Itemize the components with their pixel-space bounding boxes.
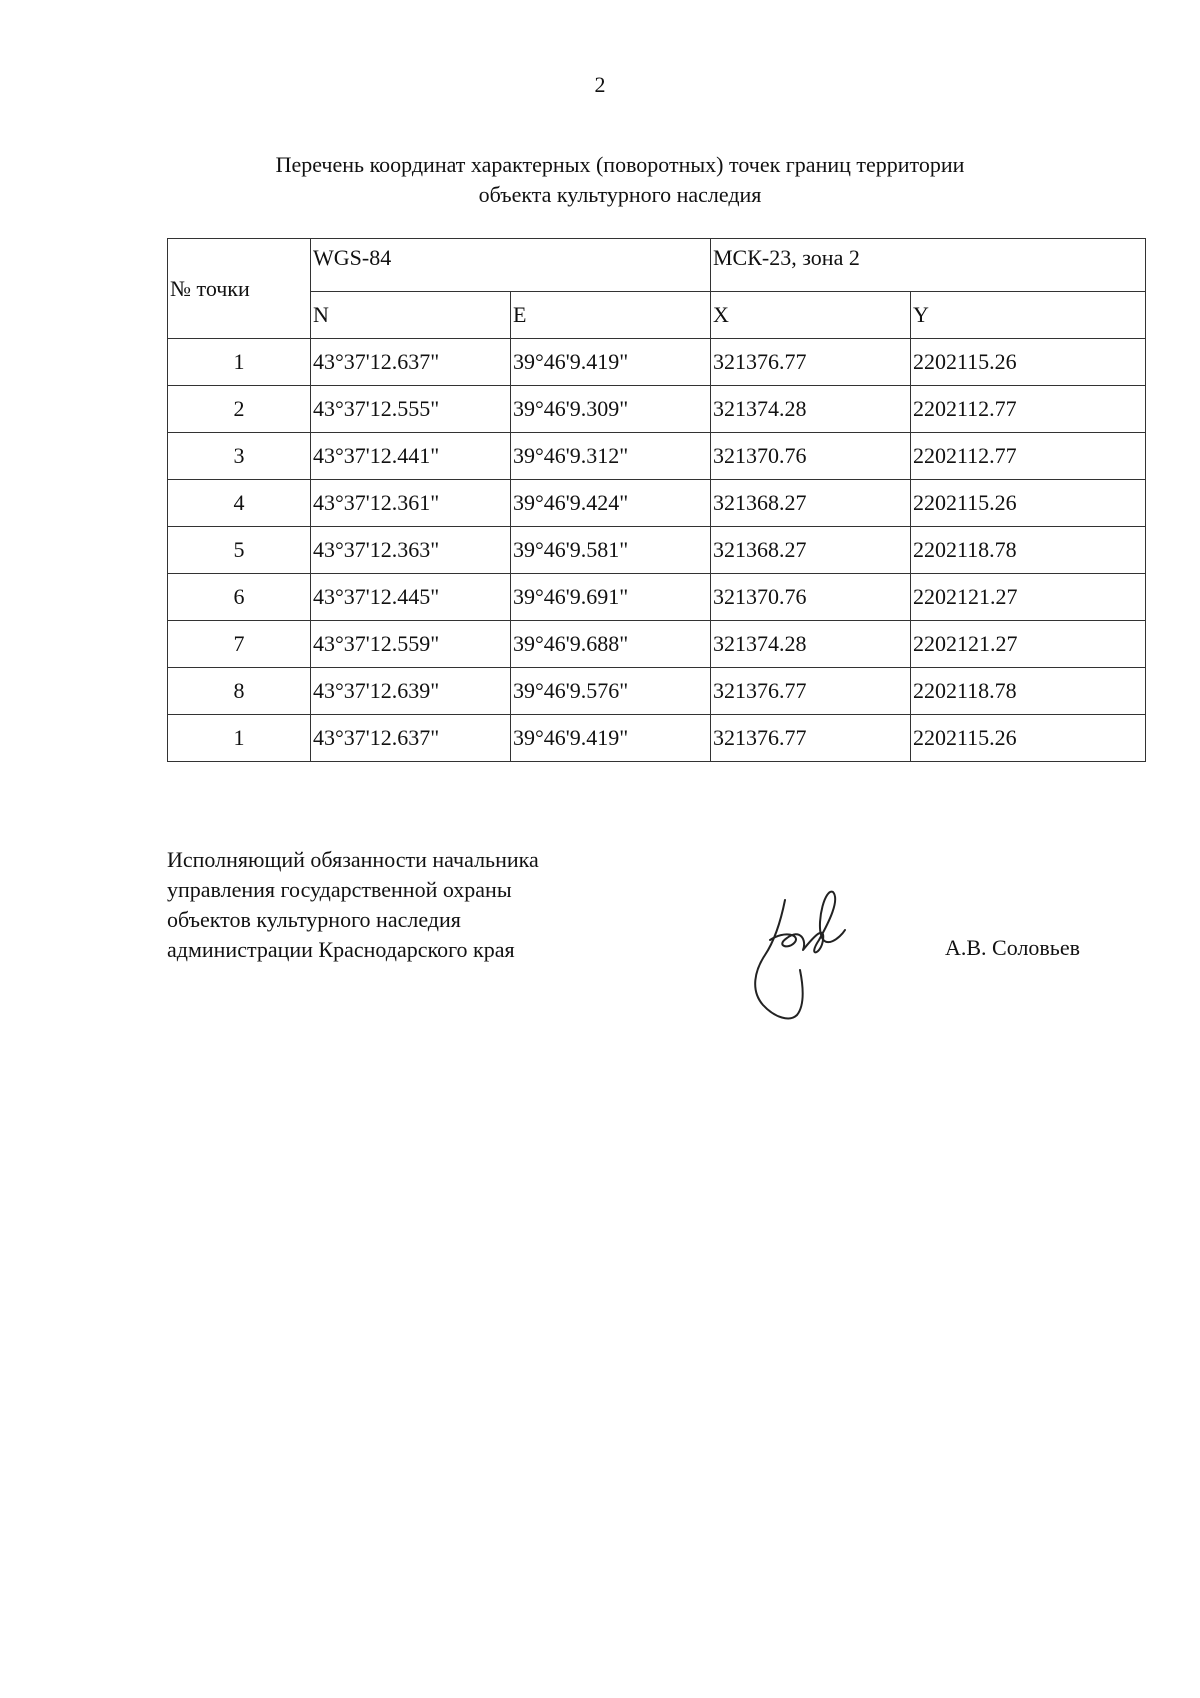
page-number: 2	[594, 72, 606, 97]
y-cell: 2202115.26	[911, 715, 1146, 762]
table-row	[168, 621, 1146, 668]
e-cell: 39°46'9.419"	[511, 715, 711, 762]
e-cell: 39°46'9.576"	[511, 668, 711, 715]
x-cell: 321370.76	[711, 433, 911, 480]
x-cell: 321368.27	[711, 527, 911, 574]
x-cell: 321376.77	[711, 668, 911, 715]
y-cell: 2202115.26	[911, 339, 1146, 386]
table-row	[168, 668, 1146, 715]
e-cell: 39°46'9.688"	[511, 621, 711, 668]
e-cell: 39°46'9.309"	[511, 386, 711, 433]
msk23-header: МСК-23, зона 2	[711, 239, 1146, 292]
n-cell: 43°37'12.555"	[311, 386, 511, 433]
y-cell: 2202112.77	[911, 433, 1146, 480]
signer-position	[167, 845, 687, 965]
x-cell: 321370.76	[711, 574, 911, 621]
point-number-header: № точки	[168, 239, 311, 339]
y-cell: 2202118.78	[911, 527, 1146, 574]
e-header: E	[511, 292, 711, 339]
point-number-cell: 3	[168, 433, 311, 480]
e-cell: 39°46'9.691"	[511, 574, 711, 621]
y-cell: 2202118.78	[911, 668, 1146, 715]
y-header: Y	[911, 292, 1146, 339]
position-line: Исполняющий обязанности начальника	[167, 847, 539, 872]
n-cell: 43°37'12.637"	[311, 715, 511, 762]
x-cell: 321374.28	[711, 621, 911, 668]
y-cell: 2202112.77	[911, 386, 1146, 433]
y-cell: 2202121.27	[911, 621, 1146, 668]
point-number-cell: 4	[168, 480, 311, 527]
e-cell: 39°46'9.419"	[511, 339, 711, 386]
point-number-cell: 2	[168, 386, 311, 433]
x-cell: 321376.77	[711, 715, 911, 762]
n-cell: 43°37'12.637"	[311, 339, 511, 386]
position-line: администрации Краснодарского края	[167, 937, 515, 962]
e-cell: 39°46'9.581"	[511, 527, 711, 574]
point-number-cell: 1	[168, 715, 311, 762]
point-number-cell: 7	[168, 621, 311, 668]
table-row	[168, 715, 1146, 762]
x-cell: 321374.28	[711, 386, 911, 433]
title-line-2: объекта культурного наследия	[478, 182, 762, 207]
table-subheader-row	[168, 292, 1146, 339]
x-cell: 321376.77	[711, 339, 911, 386]
position-line: объектов культурного наследия	[167, 907, 461, 932]
n-cell: 43°37'12.441"	[311, 433, 511, 480]
e-cell: 39°46'9.312"	[511, 433, 711, 480]
y-cell: 2202121.27	[911, 574, 1146, 621]
e-cell: 39°46'9.424"	[511, 480, 711, 527]
position-line: управления государственной охраны	[167, 877, 512, 902]
x-header: X	[711, 292, 911, 339]
n-cell: 43°37'12.639"	[311, 668, 511, 715]
point-number-cell: 1	[168, 339, 311, 386]
table-row	[168, 574, 1146, 621]
signer-name: А.В. Соловьев	[945, 935, 1080, 960]
table-row	[168, 480, 1146, 527]
table-row	[168, 527, 1146, 574]
y-cell: 2202115.26	[911, 480, 1146, 527]
n-cell: 43°37'12.363"	[311, 527, 511, 574]
document-title	[120, 150, 1120, 210]
n-cell: 43°37'12.559"	[311, 621, 511, 668]
x-cell: 321368.27	[711, 480, 911, 527]
point-number-cell: 6	[168, 574, 311, 621]
n-cell: 43°37'12.445"	[311, 574, 511, 621]
table-row	[168, 386, 1146, 433]
table-header-row	[168, 239, 1146, 292]
n-cell: 43°37'12.361"	[311, 480, 511, 527]
n-header: N	[311, 292, 511, 339]
coordinates-table	[167, 238, 1146, 762]
point-number-cell: 8	[168, 668, 311, 715]
table-row	[168, 339, 1146, 386]
table-row	[168, 433, 1146, 480]
wgs84-header: WGS-84	[311, 239, 711, 292]
handwritten-signature-icon	[745, 880, 875, 1030]
title-line-1: Перечень координат характерных (поворотных) точек границ территории	[275, 152, 965, 177]
point-number-cell: 5	[168, 527, 311, 574]
